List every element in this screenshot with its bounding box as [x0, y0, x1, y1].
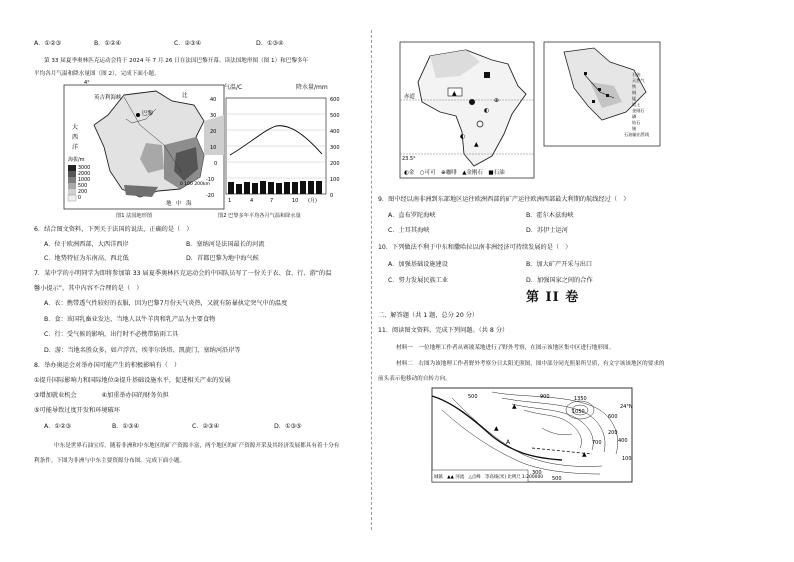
- contour-label-a: A: [506, 439, 511, 446]
- map2-lat-23: 23.5°: [402, 156, 416, 162]
- q9-option-b: B．霍尔木兹海峡: [526, 212, 574, 219]
- q6-stem: 6．结合图文资料，下列关于法国的说法，正确的是（ ）: [34, 226, 193, 233]
- map1-label-yang: 洋: [72, 144, 79, 151]
- q8-option-a: A．①②③: [44, 423, 72, 430]
- map1-label-zhong: 中: [176, 201, 182, 207]
- svg-text:◐: ◐: [460, 133, 466, 140]
- me-legend-9: 铀: [632, 126, 637, 131]
- q7-option-d: D．游：当地名胜众多，如卢浮宫、埃菲尔铁塔、凯旋门、塞纳河沿岸等: [44, 347, 241, 354]
- map1-label-bi: 比: [182, 93, 188, 99]
- q10-stem: 10．下列做法不利于中东和撒哈拉以南非洲经济可持续发展的是（ ）: [378, 244, 572, 251]
- me-legend-4: 锰: [632, 96, 637, 101]
- q5-option-d: D．①③④: [256, 40, 284, 47]
- q10-option-d: D．加强国家之间的合作: [526, 277, 593, 284]
- fig2-ylabel-right: 降水量/mm: [296, 84, 328, 91]
- svg-text:⊕: ⊕: [494, 97, 500, 104]
- fig1-caption: 图1 法国地形图: [116, 213, 153, 219]
- map1-legend-200: 200: [78, 190, 88, 195]
- q7-option-c: C．行：受气候的影响，出行时不必携带防雨工具: [44, 331, 179, 338]
- svg-text:4: 4: [250, 198, 254, 204]
- me-legend-1: 天然气: [632, 78, 645, 83]
- svg-text:(月): (月): [308, 198, 317, 204]
- fig2-ylabel-left: 气温/C: [224, 84, 243, 91]
- contour-label-900: 900: [540, 394, 550, 400]
- map1-label-paris: 巴黎: [142, 111, 154, 117]
- svg-text:300: 300: [330, 145, 340, 151]
- map1-legend-2000: 2000: [78, 172, 91, 177]
- contour-label-300: 300: [532, 470, 542, 476]
- intro1-line2: 平均各月气温和降水量图（图 2），完成下面小题。: [34, 71, 160, 77]
- svg-text:▲: ▲: [474, 141, 479, 148]
- svg-text:10: 10: [292, 198, 299, 204]
- map1-label-hai: 海: [186, 201, 192, 207]
- q10-option-a: A．加强基础设施建设: [388, 261, 448, 268]
- q8-option-b: B．①③④: [112, 423, 140, 430]
- me-legend-5: 铝土: [632, 102, 641, 107]
- material-two-line1: 材料二 右图为该地理工作者野外考察分日太阳光照图，图中部分同光照果所呈质，有文字该该地区的要求的: [396, 361, 665, 367]
- q10-option-c: C．努力发展民族工业: [388, 277, 449, 284]
- map1-label-channel: 英吉利海峡: [94, 95, 122, 101]
- q7-option-b: B．食：该国乳畜业发达，当地人以牛羊肉和乳产品为主要食物: [44, 316, 216, 323]
- contour-label-1350: 1350: [574, 396, 587, 402]
- q8-stem: 8．举办奥运会对举办国可能产生的积极影响有（ ）: [34, 362, 181, 369]
- q10-option-b: B．加大矿产开采与出口: [526, 261, 593, 268]
- france-terrain-map: [64, 80, 226, 217]
- middle-east-resource-map: [544, 42, 662, 150]
- svg-text:0: 0: [330, 193, 334, 199]
- q7-option-a: A．衣：携带透气性较好的衣服，因为巴黎7月份天气炎热，又就有防暴执定突气中的温度: [44, 300, 288, 307]
- svg-text:▲: ▲: [452, 90, 457, 97]
- q8-option-d: D．①③⑤: [274, 423, 302, 430]
- q7-stem-line2: 馨小提示”，其中内容不合理的是（ ）: [34, 285, 143, 292]
- material-one: 材料一 一位地理工作者从赛玻某地进行了野外考察，在图示该地区集中区进行地形图。: [396, 345, 615, 351]
- intro1-line1: 第 33 届夏季奥林匹克运动会将于 2024 年 7 月 26 日在法国巴黎开幕。读法国地形图（图 1）和巴黎多年: [44, 58, 309, 64]
- map1-legend-title: 海拔/m: [68, 157, 85, 163]
- q5-option-b: B．①②④: [94, 40, 122, 47]
- contour-label-200: 200: [608, 430, 618, 436]
- me-legend-10: 石油输出管线: [624, 132, 650, 137]
- svg-text:400: 400: [330, 129, 340, 135]
- q9-stem: 9．图中经以南非洲到东部地区运往欧洲西部的矿产运往欧洲西部最大利期的航线经过（ ）: [378, 196, 630, 203]
- q5-option-c: C．②③④: [174, 40, 202, 47]
- q5-option-a: A．①②③: [34, 40, 62, 47]
- svg-text:-20: -20: [206, 193, 215, 199]
- volume-two-title: 第 II 卷: [526, 290, 580, 305]
- q9-option-d: D．苏伊士运河: [526, 227, 568, 234]
- map1-lon-1: 4°: [84, 80, 90, 86]
- contour-label-100: 100: [622, 456, 632, 462]
- map1-label-di: 地: [166, 201, 172, 207]
- contour-label-400: 400: [618, 438, 628, 444]
- q8-items-line1: ①提升国际影响力和国际地位②提升基础设施水平，促进相关产业的发展: [34, 377, 231, 384]
- map1-scale: 0 100 200km: [180, 182, 210, 187]
- map2-equator-label: 赤道: [404, 94, 416, 100]
- svg-text:200: 200: [330, 161, 340, 167]
- svg-text:1: 1: [228, 198, 232, 204]
- africa-resource-map: [400, 42, 536, 182]
- me-legend-3: 铜: [632, 90, 637, 95]
- intro2-line1: 中东是世界石油宝库。随着非洲和中东地区的矿产资源丰富，两个地区的矿产资源开采及其经济发展都具有着十分有: [54, 443, 340, 449]
- svg-text:▲: ▲: [512, 403, 517, 410]
- section-two-heading: 二、解答题（共 1 题，总分 20 分）: [378, 312, 479, 319]
- q8-items-line2: ③增加就业机会 ④加重举办国的财务负担: [34, 392, 169, 399]
- q9-option-a: A．直布罗陀海峡: [388, 212, 436, 219]
- map1-label-xi: 西: [72, 134, 79, 141]
- q6-option-d: D．首都巴黎为地中海气候: [186, 255, 259, 262]
- q7-stem-line1: 7．某中学的小明同学为即将参加第 33 届夏季奥林匹克运动会的中国队员写了一份关于衣、食、行、游“的温: [34, 270, 332, 277]
- svg-text:500: 500: [330, 113, 340, 119]
- fig2-caption: 图2 巴黎多年平均各月气温和降水量: [218, 213, 301, 219]
- map2-bottom-legend: ◐金 ○可可 ⊕咖啡 ▲金刚石 ■石油: [404, 170, 505, 176]
- svg-text:100: 100: [330, 177, 340, 183]
- svg-text:-10: -10: [206, 177, 215, 183]
- q6-option-c: C．地势特征为东南高、西北低: [44, 255, 129, 262]
- svg-text:600: 600: [330, 97, 340, 103]
- column-divider: [371, 30, 372, 530]
- paris-climate-chart: [204, 92, 354, 212]
- me-legend-7: 磷: [632, 114, 637, 119]
- map1-label-da: 大: [72, 124, 79, 131]
- intro2-line2: 利条件。下图为非洲与中东主要资源分布图。完成下面小题。: [34, 458, 186, 464]
- map1-legend-500: 500: [78, 184, 88, 189]
- svg-text:30: 30: [210, 113, 217, 119]
- q9-option-c: C．土耳其海峡: [388, 227, 430, 234]
- contour-label-600: 600: [608, 414, 618, 420]
- q8-option-c: C．②③④: [192, 423, 220, 430]
- contour-label-1050: 1050: [572, 409, 585, 415]
- me-legend-0: 石油: [632, 72, 641, 77]
- contour-label-700: 700: [592, 440, 602, 446]
- contour-lat: 24°N: [620, 404, 633, 410]
- contour-map: [432, 388, 642, 486]
- svg-text:◐: ◐: [484, 107, 490, 114]
- svg-text:20: 20: [210, 129, 217, 135]
- q6-option-b: B．塞纳河是法国最长的河流: [186, 241, 265, 248]
- svg-text:7: 7: [270, 198, 274, 204]
- me-legend-2: 铁: [632, 84, 637, 89]
- contour-legend: 城镇 ▲▲ 河流 △点峰 等高线(米) 比例尺 1:200000: [434, 475, 544, 480]
- map1-legend-1000: 1000: [78, 178, 91, 183]
- me-legend-6: 金刚石: [632, 108, 645, 113]
- svg-text:0: 0: [214, 161, 218, 167]
- q6-option-a: A．位于欧洲西部，大西洋西岸: [44, 241, 129, 248]
- svg-text:10: 10: [210, 145, 217, 151]
- map1-legend-3000: 3000: [78, 166, 91, 171]
- contour-label-500b: 500: [552, 476, 562, 482]
- material-two-line2: 前头表示他移动的自转方向。: [378, 376, 451, 382]
- q8-items-line3: ⑤可能导致过度开发和环境破坏: [34, 407, 120, 414]
- svg-text:▲: ▲: [582, 451, 587, 458]
- map1-legend-0: 0: [78, 196, 82, 201]
- me-legend-8: 钻石: [632, 120, 641, 125]
- svg-text:40: 40: [210, 97, 217, 103]
- q11-stem: 11．阅读图文资料，完成下列问题。（共 8 分）: [378, 327, 509, 334]
- contour-label-500: 500: [468, 394, 478, 400]
- svg-text:▲: ▲: [494, 425, 499, 432]
